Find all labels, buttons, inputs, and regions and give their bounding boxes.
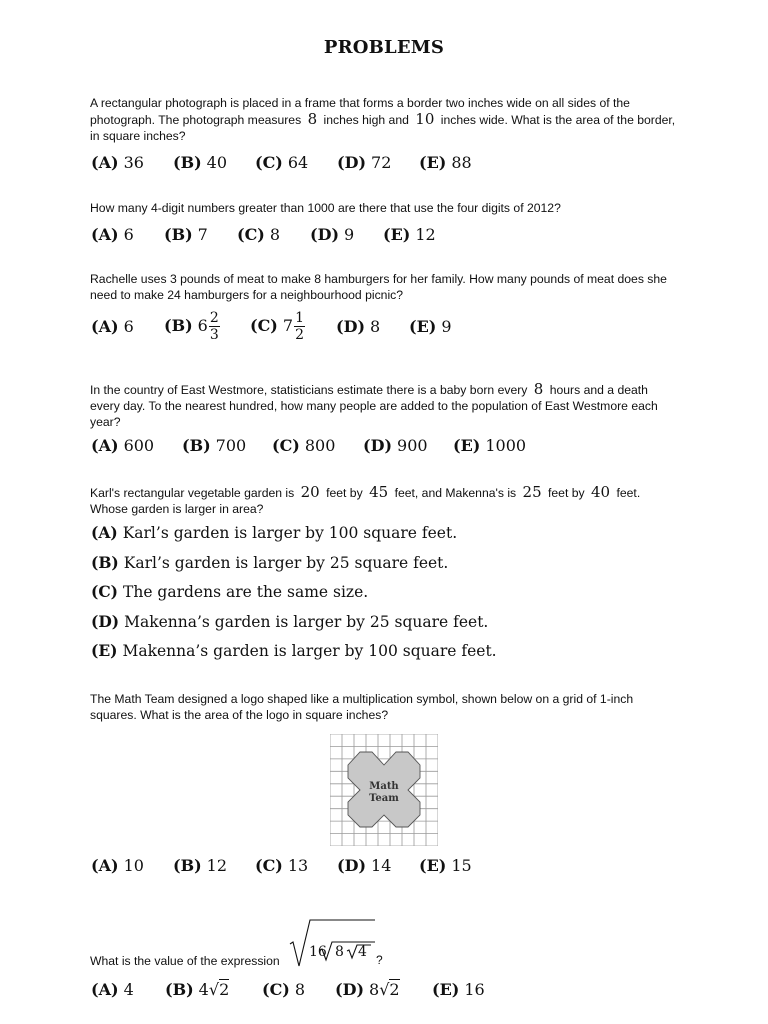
option-e: (E) Makenna’s garden is larger by 100 square feet. [91,641,497,660]
logo-grid-figure [330,734,438,846]
q1-text-a: A rectangular photograph is placed in a frame that forms a border two inches wide on all sides of the photograph. The photograph measures [90,96,630,127]
q5-text-b: feet by [326,486,363,500]
problem-1-options [91,152,472,172]
q5-text-d: feet by [548,486,585,500]
option-b: (B) 12 [173,856,228,875]
nested-radical-expression [289,918,389,968]
q4-text-a: In the country of East Westmore, statisticians estimate there is a baby born every [90,383,528,397]
option-b: (B) 40 [173,153,228,172]
q1-text-c: inches wide. What is the area of the border, in square inches? [90,113,676,143]
option-a: (A) 600 [91,436,155,455]
option-d: (D) 8√2 [335,980,400,999]
expr-16: 16 [309,944,327,960]
option-e: (E) 12 [383,225,436,244]
option-d: (D) 8 [336,317,381,336]
option-c: (C) The gardens are the same size. [91,582,369,601]
option-a: (A) Karl’s garden is larger by 100 square feet. [91,523,458,542]
option-b: (B) 700 [182,436,247,455]
option-d: (D) 9 [310,225,355,244]
option-a: (A) 4 [91,980,134,999]
expr-4: 4 [358,944,367,960]
problem-5-text [90,484,680,517]
option-e: (E) 15 [419,856,472,875]
option-e: (E) 16 [432,980,485,999]
option-a: (A) 36 [91,153,144,172]
option-d: (D) 900 [363,436,428,455]
option-e: (E) 1000 [453,436,527,455]
problem-2-text: How many 4-digit numbers greater than 1000 are there that use the four digits of 2012? [90,201,561,215]
option-a: (A) 6 [91,225,134,244]
problem-4-options [91,435,526,455]
logo-text-team: Team [369,793,399,804]
option-b: (B) 4√2 [165,980,230,999]
problem-1-text [90,95,680,144]
problem-6-options [91,855,472,875]
problem-3-text: Rachelle uses 3 pounds of meat to make 8 hamburgers for her family. How many pounds of meat does she need to make 24 hamburgers for a neighbourhood picnic? [90,272,667,302]
q5-text-c: feet, and Makenna's is [394,486,517,500]
option-e: (E) 9 [409,317,452,336]
problem-3-options [91,310,452,343]
problem-4-text [90,381,680,430]
expr-question-mark: ? [376,953,383,967]
q5-text-a: Karl's rectangular vegetable garden is [90,486,295,500]
option-e: (E) 88 [419,153,472,172]
option-c: (C) 8 [262,980,306,999]
option-b: (B) 6 $\frac{2}{3}$ [164,310,219,343]
option-a: (A) 10 [91,856,144,875]
option-c: (C) 64 [255,153,309,172]
option-d: (D) 72 [337,153,392,172]
problem-2-options [91,224,436,244]
option-c: (C) 13 [255,856,309,875]
page-title: PROBLEMS [323,37,445,58]
expr-8: 8 [335,944,344,960]
q1-height: 8 [307,110,318,128]
problem-7-options [91,979,485,999]
problem-7-text: What is the value of the expression [90,954,280,968]
fraction: $\frac{2}{3}$ [209,310,219,343]
option-b: (B) 7 [164,225,208,244]
problem-6-text: The Math Team designed a logo shaped like a multiplication symbol, shown below on a grid of 1-inch squares. What is the area of the logo in square inches? [90,692,634,722]
problem-5-options [91,523,497,671]
option-d: (D) Makenna’s garden is larger by 25 square feet. [91,611,489,631]
q4-text-b: hours and a death every day. To the nearest hundred, how many people are added to the population of East Westmore each year? [90,383,658,429]
q5-text-e: feet. Whose garden is larger in area? [90,486,641,516]
logo-text-math: Math [369,781,399,792]
q5-makenna-length: 40 [591,483,611,501]
q1-width: 10 [415,110,435,128]
q4-hours: 8 [533,380,544,398]
q1-text-b: inches high and [323,113,409,127]
q5-karl-width: 20 [300,483,320,501]
fraction: $\frac{1}{2}$ [295,310,304,343]
option-c: (C) 8 [237,225,281,244]
option-b: (B) Karl’s garden is larger by 25 square feet. [91,552,449,572]
option-c: (C) 800 [272,436,336,455]
option-c: (C) 7 $\frac{1}{2}$ [250,310,304,343]
option-a: (A) 6 [91,317,134,336]
q5-makenna-width: 25 [522,483,542,501]
option-d: (D) 14 [337,856,392,875]
q5-karl-length: 45 [369,483,389,501]
